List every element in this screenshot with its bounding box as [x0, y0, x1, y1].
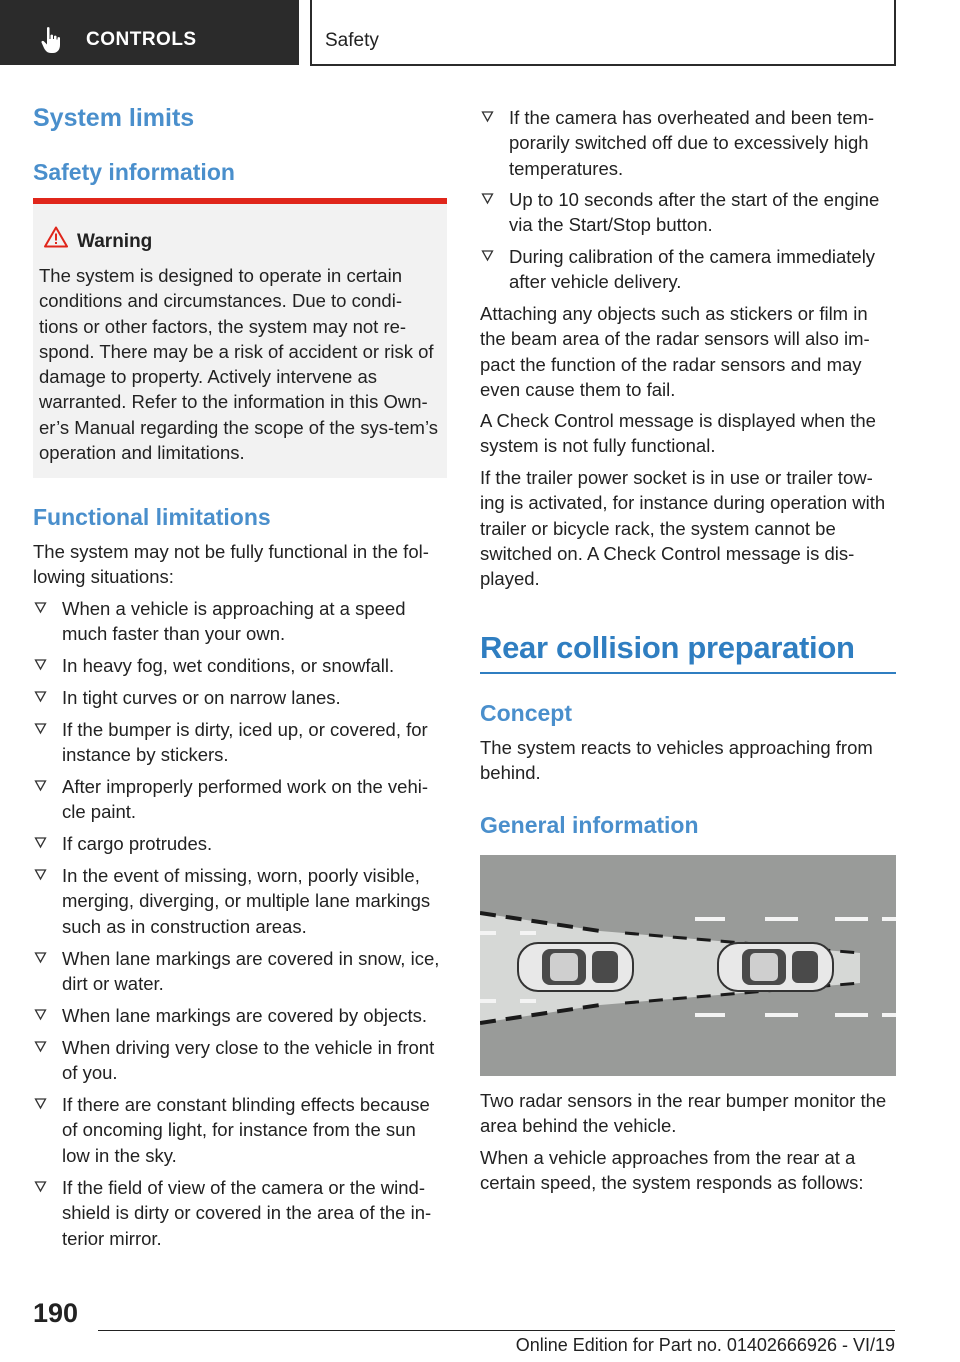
list-item: In the event of missing, worn, poorly visible, merging, diverging, or multiple lane markings such as in construction areas. — [33, 863, 447, 939]
triangle-bullet-icon — [34, 722, 47, 735]
heading-general-information: General information — [480, 812, 699, 838]
chapter-label: CONTROLS — [86, 29, 197, 50]
header-underline — [310, 64, 896, 66]
warning-title: Warning — [77, 231, 153, 252]
list-item: After improperly performed work on the vehi‐cle paint. — [33, 774, 447, 825]
paragraph-approach: When a vehicle approaches from the rear at a certain speed, the system responds as follows: — [480, 1147, 864, 1194]
list-item: In heavy fog, wet conditions, or snowfall. — [33, 653, 447, 678]
list-item: When lane markings are covered in snow, ice, dirt or water. — [33, 946, 447, 997]
header-divider-left — [310, 0, 312, 66]
car-following — [518, 943, 633, 991]
triangle-bullet-icon — [481, 110, 494, 123]
section-title: Safety — [325, 30, 379, 51]
footer-edition: Online Edition for Part no. 01402666926 - VI/19 — [515, 1335, 895, 1355]
paragraph-radar-sensors: Two radar sensors in the rear bumper monitor the area behind the vehicle. — [480, 1090, 887, 1137]
triangle-bullet-icon — [34, 836, 47, 849]
triangle-bullet-icon — [34, 601, 47, 614]
triangle-bullet-icon — [481, 192, 494, 205]
list-item: If the bumper is dirty, iced up, or covered, for instance by stickers. — [33, 717, 447, 768]
triangle-bullet-icon — [34, 1180, 47, 1193]
warning-triangle-icon — [44, 226, 68, 248]
warning-box — [33, 198, 447, 478]
heading-underline — [480, 672, 896, 674]
list-item: When a vehicle is approaching at a speed much faster than your own. — [33, 596, 447, 647]
car-ahead — [718, 943, 833, 991]
paragraph-stickers: Attaching any objects such as stickers or film in the beam area of the radar sensors will also im‐pact the function of the radar sensors and may even cause them to fail. — [480, 303, 870, 400]
list-item: If cargo protrudes. — [33, 831, 447, 856]
heading-safety-information: Safety information — [33, 159, 235, 185]
triangle-bullet-icon — [34, 779, 47, 792]
list-item: During calibration of the camera immediately after vehicle delivery. — [480, 244, 896, 295]
footer-rule — [98, 1330, 895, 1331]
list-item: If the field of view of the camera or the wind‐shield is dirty or covered in the area of the in‐terior mirror. — [33, 1175, 447, 1251]
heading-concept: Concept — [480, 700, 572, 726]
list-item: When driving very close to the vehicle in front of you. — [33, 1035, 447, 1086]
functional-intro: The system may not be fully functional in the fol‐lowing situations: — [33, 541, 429, 588]
road-diagram — [480, 855, 896, 1076]
header-divider-right — [894, 0, 896, 66]
hand-pointer-icon — [40, 26, 64, 54]
warning-text: The system is designed to operate in certain conditions and circumstances. Due to condi‐tions or other factors, the system may not re‐spond. There may be a risk of accident or risk of damage to property. Actively intervene as warranted. Refer to the information in this Own‐er’s Manual regarding the scope of the sys‐tem’s operation and limitations. — [39, 265, 438, 464]
triangle-bullet-icon — [481, 249, 494, 262]
triangle-bullet-icon — [34, 1097, 47, 1110]
chapter-tab[interactable] — [0, 0, 299, 65]
paragraph-check-control: A Check Control message is displayed when the system is not fully functional. — [480, 410, 876, 457]
triangle-bullet-icon — [34, 868, 47, 881]
list-item: If there are constant blinding effects because of oncoming light, for instance from the sun low in the sky. — [33, 1092, 447, 1168]
list-item: If the camera has overheated and been tem‐porarily switched off due to excessively high temperatures. — [480, 105, 896, 181]
paragraph-concept: The system reacts to vehicles approaching from behind. — [480, 737, 873, 784]
heading-system-limits: System limits — [33, 104, 195, 132]
list-item: When lane markings are covered by objects. — [33, 1003, 447, 1028]
triangle-bullet-icon — [34, 1008, 47, 1021]
paragraph-trailer: If the trailer power socket is in use or trailer tow‐ing is activated, for instance during operation with trailer or bicycle rack, the system cannot be switched on. A Check Control message is dis‐played. — [480, 467, 886, 590]
list-item: In tight curves or on narrow lanes. — [33, 685, 447, 710]
page-number: 190 — [33, 1298, 79, 1328]
triangle-bullet-icon — [34, 690, 47, 703]
list-item: Up to 10 seconds after the start of the engine via the Start/Stop button. — [480, 187, 896, 238]
rear-collision-illustration — [480, 855, 896, 1076]
heading-rear-collision-preparation: Rear collision preparation — [480, 630, 855, 665]
heading-functional-limitations: Functional limitations — [33, 504, 271, 530]
triangle-bullet-icon — [34, 658, 47, 671]
triangle-bullet-icon — [34, 1040, 47, 1053]
triangle-bullet-icon — [34, 951, 47, 964]
